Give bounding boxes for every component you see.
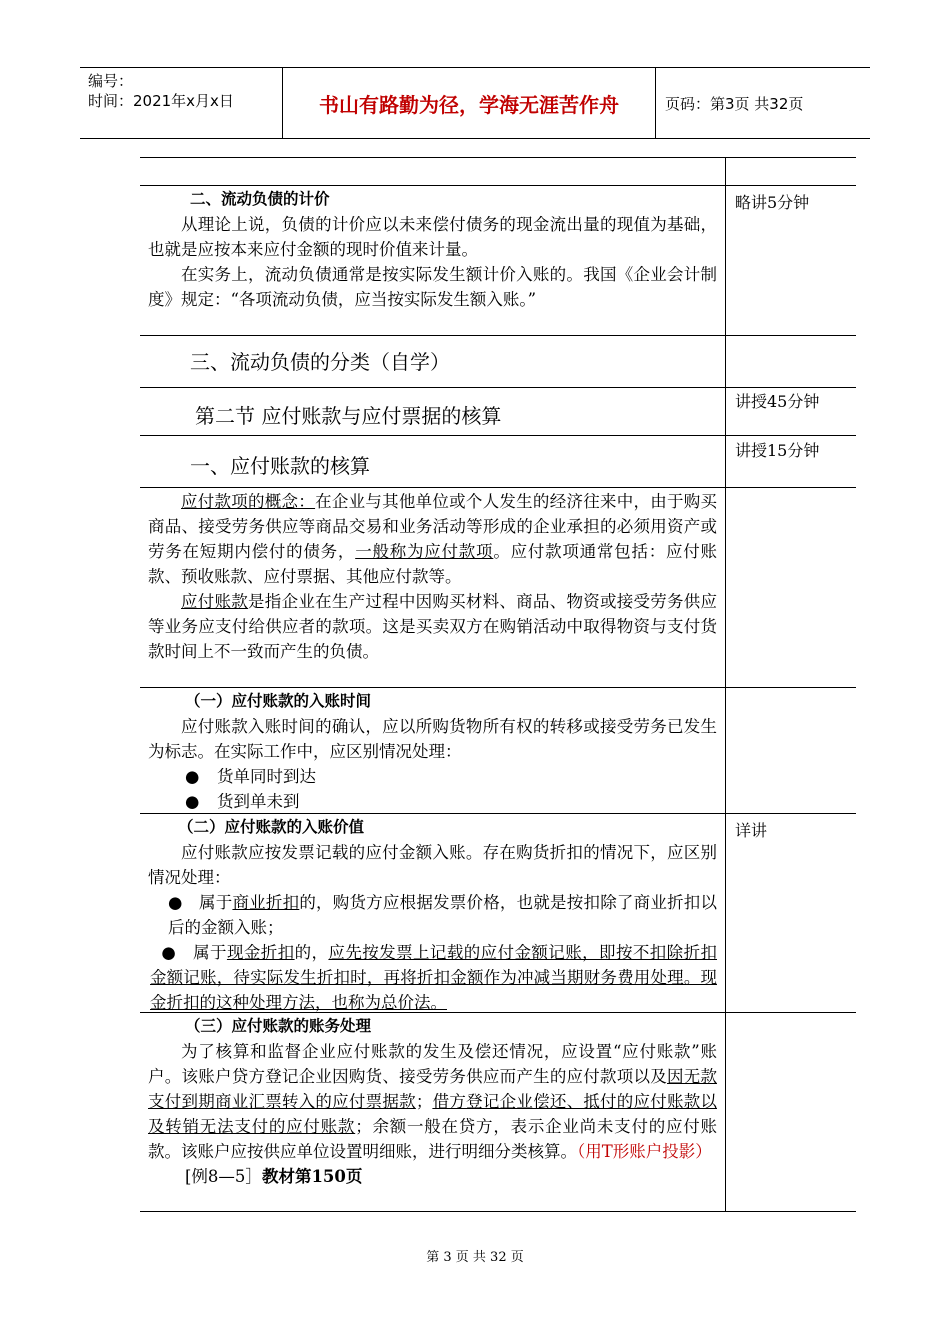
example-label: [例8—5］	[185, 1167, 262, 1186]
header-page-info: 页码：第3页 共32页	[665, 94, 804, 113]
text: 为了核算和监督企业应付账款的发生及偿还情况，应设置“应付账款”账户。该账户贷方登记企业因购货、接受劳务供应而产生的应付款项以及	[148, 1042, 717, 1086]
paragraph: 应付账款应按发票记载的应付金额入账。存在购货折扣的情况下，应区别情况处理：	[148, 843, 717, 887]
chapter-section-title: 第二节 应付账款与应付票据的核算	[195, 404, 502, 428]
paragraph	[140, 589, 725, 664]
table-bottom-border	[140, 1211, 856, 1212]
table-row-classification	[140, 335, 856, 387]
text: 是指企业在生产过程中因购买材料、商品、物资或接受劳务供应等业务应支付给供应者的款项。这是买卖双方在购销活动中取得物资与支付货款时间上不一致而产生的负债。	[148, 592, 718, 661]
textbook-reference: 教材第150页	[261, 1167, 363, 1186]
underlined-term: 应付款项的概念：	[181, 492, 316, 511]
paragraph: 从理论上说，负债的计价应以未来偿付债务的现金流出量的现值为基础，也就是应按本来应付金额的现时价值来计量。	[148, 215, 717, 259]
text: ；	[415, 1092, 433, 1111]
header-motto: 书山有路勤为径，学海无涯苦作舟	[283, 68, 656, 138]
underlined-term: 应先按发票上记载的应付金额记账，即按不扣除折扣金额记账，待实际发生折扣时，再将折扣金额作为冲减当期财务费用处理。现金折扣的这种处理方法，也称为总价法。	[150, 943, 718, 1012]
teaching-note: 讲授15分钟	[735, 441, 820, 460]
subsection-title: （二）应付账款的入账价值	[178, 818, 365, 836]
time-label: 时间：2021年x月x日	[88, 92, 234, 110]
page-header	[80, 67, 870, 139]
number-label: 编号：	[88, 72, 134, 90]
table-row-liability-valuation	[140, 185, 856, 335]
text: 在企业与其他单位或个人发生的经济往来中，由于购买商品、接受劳务供应等商品交易和业务活动等形成的企业承担的必须用资产或劳务在短期内偿付的债务，	[148, 492, 718, 561]
teaching-note: 略讲5分钟	[735, 193, 810, 212]
table-row-accounting	[140, 1012, 856, 1211]
underlined-term: 一般称为应付款项	[355, 542, 494, 561]
subsection-title: （一）应付账款的入账时间	[185, 692, 372, 710]
bullet-icon: ●	[185, 792, 200, 811]
section-title: 一、应付账款的核算	[190, 454, 370, 478]
paragraph	[140, 1039, 725, 1164]
text: 的，	[294, 943, 329, 962]
underlined-term: 因无款支付到期商业汇票转入的应付票据款	[148, 1067, 718, 1111]
underlined-term: 商业折扣	[232, 893, 300, 912]
table-row-entry-time	[140, 687, 856, 813]
bullet-item	[140, 890, 725, 940]
teaching-note: 详讲	[735, 821, 768, 840]
paragraph: 在实务上，流动负债通常是按实际发生额计价入账的。我国《企业会计制度》规定：“各项流动负债，应当按实际发生额入账。”	[148, 265, 717, 309]
column-divider	[725, 157, 726, 1211]
red-note: （用T形账户投影）	[577, 1142, 712, 1161]
text: 属于	[193, 943, 227, 962]
paragraph: 应付账款入账时间的确认，应以所购货物所有权的转移或接受劳务已发生为标志。在实际工作中，应区别情况处理：	[148, 717, 717, 761]
bullet-item	[140, 764, 725, 789]
header-meta	[80, 68, 283, 138]
bullet-icon: ●	[185, 767, 200, 786]
text: 。应付款项通常包括：应付账款、预收账款、应付票据、其他应付款等。	[148, 542, 717, 586]
example-line	[140, 1164, 725, 1189]
section-title: 三、流动负债的分类（自学）	[190, 350, 450, 374]
table-row-entry-value	[140, 813, 856, 1012]
text: ；余额一般在贷方，表示企业尚未支付的应付账款。该账户应按供应单位设置明细账，进行明细分类核算。	[148, 1117, 717, 1161]
text: 货单同时到达	[217, 767, 316, 786]
paragraph	[140, 489, 725, 589]
text: 属于	[199, 893, 233, 912]
text: 货到单未到	[217, 792, 300, 811]
underlined-term: 应付账款	[181, 592, 249, 611]
bullet-icon: ●	[168, 893, 199, 912]
table-row-empty	[140, 157, 856, 185]
underlined-term: 现金折扣	[226, 943, 295, 962]
table-row-accounts-payable	[140, 435, 856, 487]
page-footer: 第 3 页 共 32 页	[426, 1250, 524, 1265]
bullet-item	[140, 789, 725, 814]
subsection-title: （三）应付账款的账务处理	[185, 1017, 372, 1035]
text: 的，购货方应根据发票价格，也就是按扣除了商业折扣以后的金额入账；	[168, 893, 718, 937]
teaching-note: 讲授45分钟	[735, 392, 820, 411]
underlined-term: 借方登记企业偿还、抵付的应付账款以及转销无法支付的应付账款	[148, 1092, 718, 1136]
table-row-section-two	[140, 387, 856, 435]
bullet-item	[140, 940, 725, 1015]
bullet-icon: ●	[150, 943, 194, 962]
table-row-payables-concept	[140, 487, 856, 687]
section-title: 二、流动负债的计价	[190, 190, 330, 208]
